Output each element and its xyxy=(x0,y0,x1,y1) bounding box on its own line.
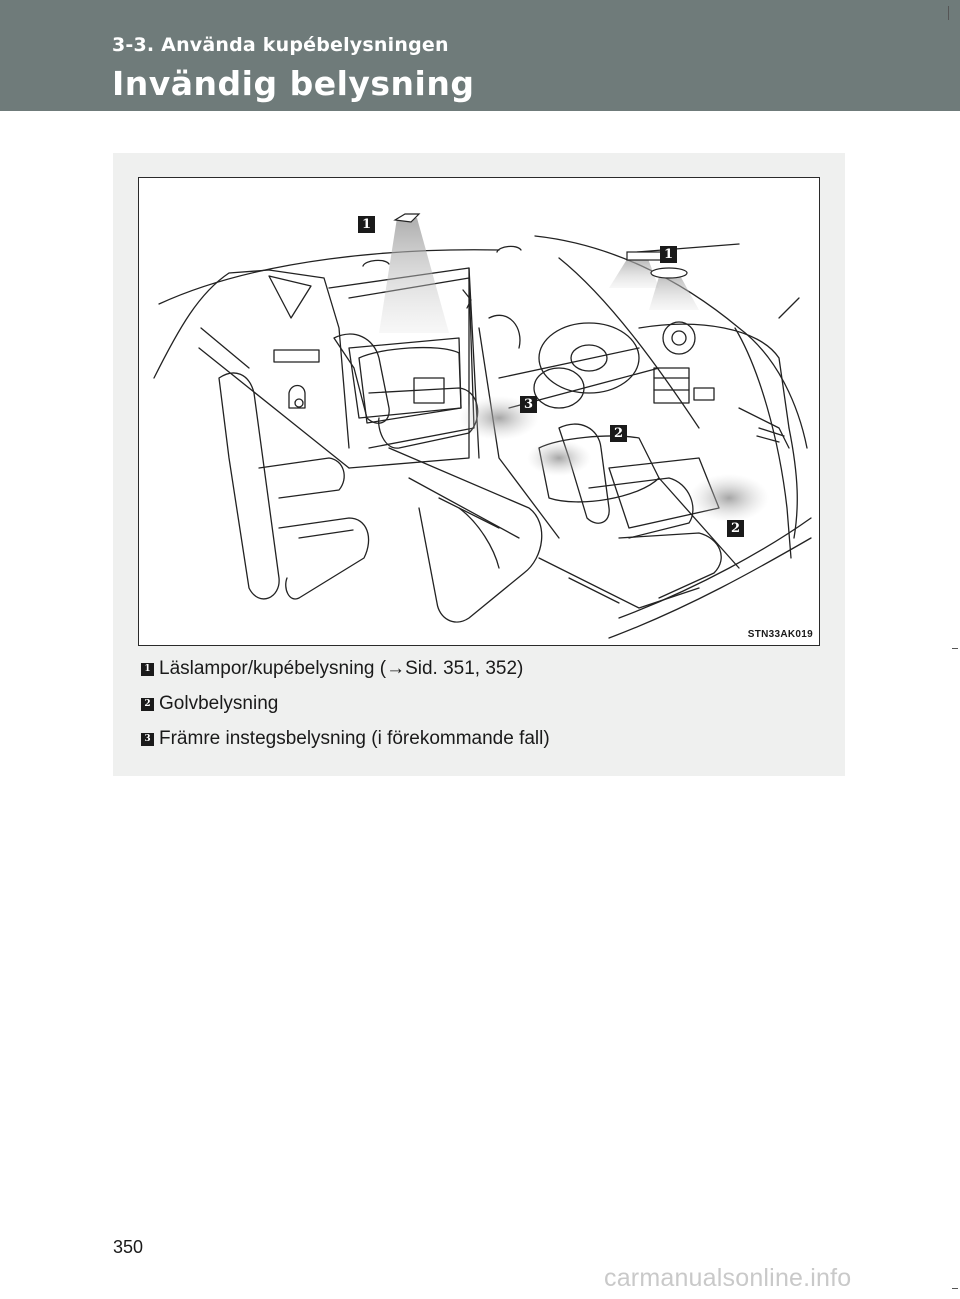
legend-text: Läslampor/kupébelysning (→Sid. 351, 352) xyxy=(159,658,524,679)
crop-mark-top xyxy=(948,6,949,20)
callout-1-rear-lamp: 1 xyxy=(358,216,375,233)
figure-code: STN33AK019 xyxy=(747,629,813,640)
legend-item-reading-lamps xyxy=(141,656,523,682)
legend-badge: 1 xyxy=(141,663,154,676)
car-interior-drawing xyxy=(139,178,820,646)
page-number: 350 xyxy=(113,1237,144,1257)
crop-mark-mid xyxy=(952,648,958,649)
legend-badge: 3 xyxy=(141,733,154,746)
legend-item-floor-lights xyxy=(141,691,278,717)
page-title: Invändig belysning xyxy=(112,64,475,103)
callout-3-entry-light: 3 xyxy=(520,396,537,413)
legend-badge: 2 xyxy=(141,698,154,711)
legend-item-entry-light xyxy=(141,726,550,752)
callout-1-front-lamp: 1 xyxy=(660,246,677,263)
callout-2-floor-light-front: 2 xyxy=(727,520,744,537)
watermark: carmanualsonline.info xyxy=(604,1264,852,1292)
header-bar xyxy=(0,0,960,111)
legend-text: Golvbelysning xyxy=(159,693,279,714)
section-label: 3-3. Använda kupébelysningen xyxy=(112,34,449,56)
legend-text: Främre instegsbelysning (i förekommande fall) xyxy=(159,728,550,749)
crop-mark-bottom xyxy=(952,1288,958,1289)
callout-2-floor-light-center: 2 xyxy=(610,425,627,442)
car-interior-illustration xyxy=(138,177,820,646)
